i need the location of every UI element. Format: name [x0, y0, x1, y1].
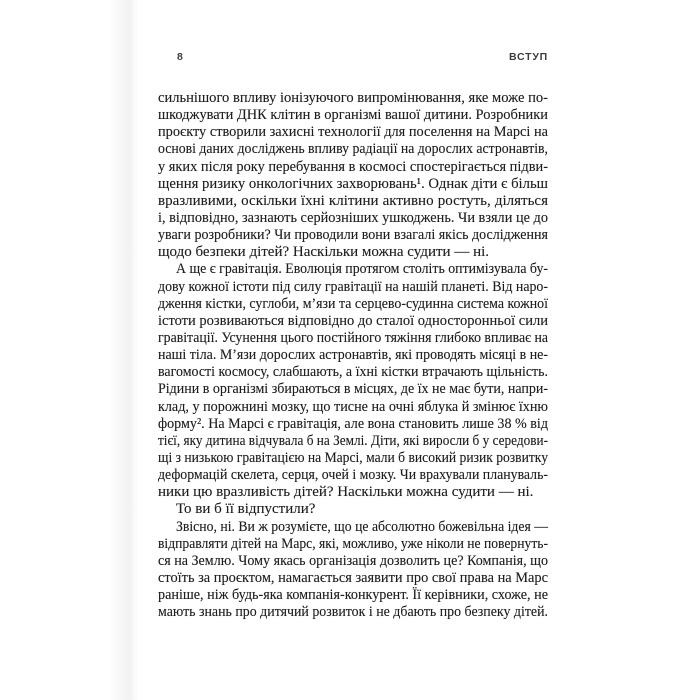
- text-line: вагомості космосу, слабшають, а їхні кістки втрачають щільність.: [158, 364, 548, 381]
- text-line: у яких після року перебування в космосі спостерігається підви-: [158, 158, 548, 175]
- text-line: тієї, яку дитина відчувала б на Землі. Діти, які виросли б у середови-: [158, 432, 548, 449]
- text-line: щодо безпеки дітей? Наскільки можна судити — ні.: [158, 244, 490, 261]
- text-line: дження кістки, суглоби, м’язи та серцево-судинна система кожної: [158, 295, 548, 312]
- page-gutter-shadow: [108, 0, 138, 700]
- text-line: гравітації. Усунення цього постійного тяжіння глибоко впливає на: [158, 329, 548, 346]
- text-line: щі з низькою гравітацією на Марсі, мали б високий ризик розвитку: [158, 449, 548, 466]
- text-line: відправляти дітей на Марс, які, можливо, уже ніколи не повернуть-: [158, 535, 548, 552]
- text-line: істоти розвиваються відповідно до сталої односторонньої сили: [158, 312, 548, 329]
- running-header: [158, 51, 548, 63]
- text-line: форму². На Марсі є гравітація, але вона становить лише 38 % від: [158, 415, 548, 432]
- text-line: мають знань про дитячий розвиток і не дбають про безпеку дітей.: [158, 604, 548, 621]
- text-line: раніше, ніж будь-яка компанія-конкурент. Її керівники, схоже, не: [158, 587, 548, 604]
- text-line: сильнішого впливу іонізуючого випромінювання, яке може по-: [158, 90, 548, 106]
- text-line: основі даних досліджень впливу радіації на дорослих астронавтів,: [158, 141, 548, 158]
- text-line: деформацій скелета, серця, очей і мозку. Чи врахували плануваль-: [158, 467, 548, 484]
- body-text: [158, 90, 548, 621]
- text-line: і, відповідно, зазнають серйозніших ушкоджень. Чи взяли це до: [158, 209, 548, 226]
- text-line: клад, у порожнині мозку, що тисне на очні яблука й змінює їхню: [158, 398, 548, 415]
- text-line: наші тіла. М’язи дорослих астронавтів, які проводять місяці в не-: [158, 347, 548, 364]
- text-line: Рідини в організмі збираються в місцях, де їх не має бути, напри-: [158, 381, 548, 398]
- text-line: вразливими, оскільки їхні клітини активно ростуть, діляться: [158, 192, 548, 209]
- text-line: щення ризику онкологічних захворювань¹. Однак діти є більш: [158, 175, 548, 192]
- text-line: проєкту створили захисні технології для поселення на Марсі на: [158, 124, 548, 141]
- page-number: 8: [177, 51, 184, 63]
- text-line: То ви б її відпустили?: [176, 501, 316, 518]
- text-line: ники цю вразливість дітей? Наскільки можна судити — ні.: [158, 484, 534, 501]
- text-line: ся на Землю. Чому якась організація дозволить це? Компанія, що: [158, 552, 548, 569]
- text-line: дову кожної істоти під силу гравітації на нашій планеті. Від наро-: [158, 278, 548, 295]
- chapter-title: ВСТУП: [509, 51, 548, 63]
- text-line: шкоджувати ДНК клітин в організмі вашої дитини. Розробники: [158, 107, 548, 124]
- text-line: Звісно, ні. Ви ж розумієте, що це абсолютно божевільна ідея —: [176, 518, 548, 535]
- text-line: уваги розробники? Чи проводили вони взагалі якісь дослідження: [158, 227, 548, 244]
- text-line: А ще є гравітація. Еволюція протягом століть оптимізувала бу-: [176, 261, 548, 278]
- text-line: стоїть за проєктом, намагається заявити про свої права на Марс: [158, 569, 548, 586]
